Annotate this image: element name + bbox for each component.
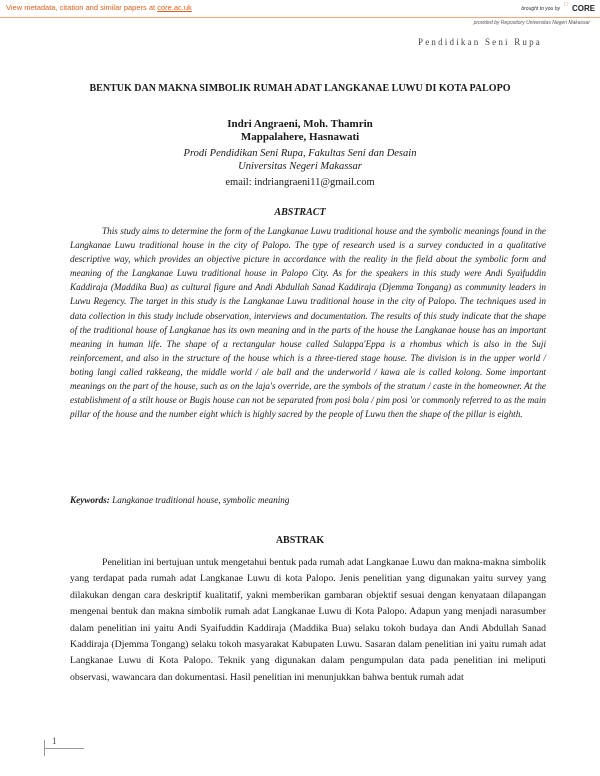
affiliation-line-1: Prodi Pendidikan Seni Rupa, Fakultas Seni dan Desain xyxy=(183,148,417,159)
abstrak-body: Penelitian ini bertujuan untuk mengetahui bentuk pada rumah adat Langkanae Luwu dan makna-makna simbolik yang terdapat pada rumah adat Langkanae Luwu di kota Palopo. Jenis penelitian yang digunakan yaitu survey yang dilakukan dengan cara deskriptif kualitatif, yakni memberikan gambaran objektif sesuai dengan kenyataan dilapangan mengenai bentuk dan makna simbolik rumah adat Langkanae Luwu di Kota Palopo. Adapun yang menjadi narasumber dalam penelitian ini yaitu Andi Syaifuddin Kaddiraja (Maddika Bua) selaku tokoh budaya dan Andi Abdullah Sanad Kaddiraja (Djemma Tongang) selaku tokoh masyarakat Kabupaten Luwu. Sasaran dalam penelitian ini yaitu rumah adat Langkanae Luwu di Kota Palopo. Teknik yang digunakan dalam pengumpulan data pada penelitian ini meliputi observasi, wawancara dan dokumentasi. Hasil penelitian ini menunjukkan bahwa bentuk rumah adat xyxy=(70,557,546,683)
core-mark-icon: ∷ xyxy=(564,1,568,8)
keywords xyxy=(70,495,546,505)
core-logo[interactable] xyxy=(564,1,594,15)
page-number: 1 xyxy=(52,736,57,746)
core-ac-uk-link[interactable]: core.ac.uk xyxy=(157,3,192,12)
author-email: email: indriangraeni11@gmail.com xyxy=(225,177,375,188)
authors-line-2: Mappalahere, Hasnawati xyxy=(240,131,360,143)
author-list xyxy=(0,118,600,144)
brought-by-text: brought to you by xyxy=(521,6,560,12)
affiliation xyxy=(0,147,600,173)
provided-by-text: provided by Repository Universitas Negeri Makassar xyxy=(473,20,590,26)
abstrak-heading: ABSTRAK xyxy=(275,535,325,546)
core-metadata-bar xyxy=(0,0,600,18)
affiliation-line-2: Universitas Negeri Makassar xyxy=(238,161,362,172)
footer-rule xyxy=(44,748,84,749)
keywords-label: Keywords: xyxy=(70,495,110,505)
metadata-text: View metadata, citation and similar papers at xyxy=(6,3,158,12)
abstract-heading: ABSTRACT xyxy=(274,207,326,218)
core-logo-text: CORE xyxy=(572,4,596,13)
authors-line-1: Indri Angraeni, Moh. Thamrin xyxy=(227,118,373,130)
abstract-body: This study aims to determine the form of the Langkanae Luwu traditional house and the symbolic meanings found in the Langkanae Luwu traditional house in the city of Palopo. The type of research used is a survey conducted in a qualitative descriptive way, which provides an objective picture in accordance with the reality in the field about the symbolic form and meaning of the Langkanae Luwu traditional house in Palopo City. As for the speakers in this study were Andi Syaifuddin Kaddiraja (Maddika Bua) as cultural figure and Andi Abdullah Sanad Kaddiraja (Djemma Tongang) as community leaders in Luwu Regency. The target in this study is the Langkanae Luwu traditional house in the city of Palopo. The techniques used in data collection in this study include observation, interviews and documentation. The results of this study indicate that the shape of the traditional house of Langkanae has its own meaning and in the parts of the house the Langkanae house has an important meaning in human life. The shape of a rectangular house called Sulappa'Eppa is a rhombus which is also in the Suji reinforcement, and also in the structure of the house which is a three-tiered stage house. The division is in the upper world / boting langi called rakkeang, the middle world / ale ball and the underworld / kawa ale is called kolong. Some important meanings on the part of the house, such as on the laja's override, are the symbols of the stratum / caste in the homeowner. At the establishment of a stilt house or Bugis house can not be separated from posi bola / pim posi 'or commonly referred to as the main pillar of the house and the number eight which is highly sacred by the people of Luwu then the shape of the pillar is eighth. xyxy=(70,226,546,420)
running-head: Pendidikan Seni Rupa xyxy=(418,37,542,47)
core-metadata-link[interactable] xyxy=(6,3,192,12)
keywords-text: Langkanae traditional house, symbolic meaning xyxy=(112,495,290,505)
paper-title: BENTUK DAN MAKNA SIMBOLIK RUMAH ADAT LANGKANAE LUWU DI KOTA PALOPO xyxy=(89,83,511,94)
